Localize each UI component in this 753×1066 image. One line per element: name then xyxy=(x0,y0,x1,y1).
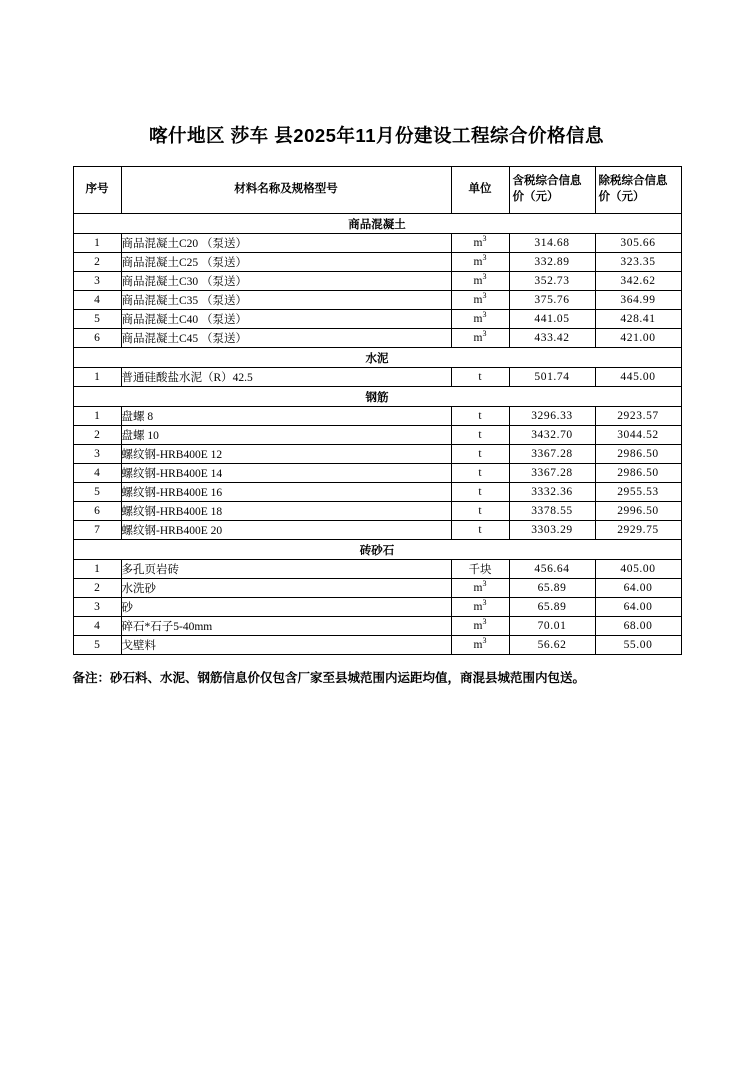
group-header-row xyxy=(73,540,681,560)
cell-seq: 2 xyxy=(73,579,121,598)
cell-material-name: 水洗砂 xyxy=(121,579,451,598)
cell-unit: $m^3$ xyxy=(451,272,509,291)
cell-seq: 6 xyxy=(73,329,121,348)
table-row xyxy=(73,464,681,483)
cell-price-with-tax: 441.05 xyxy=(509,310,595,329)
group-header-row xyxy=(73,348,681,368)
table-row xyxy=(73,291,681,310)
cell-material-name: 商品混凝土C40 （泵送） xyxy=(121,310,451,329)
cell-price-with-tax: 352.73 xyxy=(509,272,595,291)
cell-price-with-tax: 3332.36 xyxy=(509,483,595,502)
table-row xyxy=(73,426,681,445)
cell-price-without-tax: 405.00 xyxy=(595,560,681,579)
cell-unit: 千块 xyxy=(451,560,509,579)
cell-material-name: 商品混凝土C25 （泵送） xyxy=(121,253,451,272)
table-row xyxy=(73,445,681,464)
cell-price-without-tax: 421.00 xyxy=(595,329,681,348)
cell-material-name: 螺纹钢-HRB400E 20 xyxy=(121,521,451,540)
cell-material-name: 商品混凝土C45 （泵送） xyxy=(121,329,451,348)
cell-price-without-tax: 68.00 xyxy=(595,617,681,636)
cell-seq: 1 xyxy=(73,234,121,253)
price-table xyxy=(73,166,682,655)
cell-material-name: 商品混凝土C30 （泵送） xyxy=(121,272,451,291)
table-row xyxy=(73,598,681,617)
cell-price-without-tax: 64.00 xyxy=(595,598,681,617)
cell-price-without-tax: 2986.50 xyxy=(595,445,681,464)
cell-price-without-tax: 305.66 xyxy=(595,234,681,253)
cell-price-with-tax: 3367.28 xyxy=(509,464,595,483)
group-header-row xyxy=(73,387,681,407)
cell-seq: 1 xyxy=(73,560,121,579)
cell-price-with-tax: 456.64 xyxy=(509,560,595,579)
cell-material-name: 商品混凝土C20 （泵送） xyxy=(121,234,451,253)
cell-unit: t xyxy=(451,445,509,464)
cell-price-without-tax: 445.00 xyxy=(595,368,681,387)
table-row xyxy=(73,483,681,502)
cell-unit: $m^3$ xyxy=(451,253,509,272)
cell-unit: $m^3$ xyxy=(451,579,509,598)
cell-unit: t xyxy=(451,502,509,521)
cell-seq: 4 xyxy=(73,464,121,483)
page-title: 喀什地区 莎车 县2025年11月份建设工程综合价格信息 xyxy=(149,125,604,146)
cell-seq: 4 xyxy=(73,291,121,310)
table-row xyxy=(73,521,681,540)
cell-seq: 5 xyxy=(73,636,121,655)
col-header-price-without-tax: 除税综合信息价（元） xyxy=(595,167,681,214)
cell-material-name: 螺纹钢-HRB400E 12 xyxy=(121,445,451,464)
cell-material-name: 碎石*石子5-40mm xyxy=(121,617,451,636)
cell-material-name: 多孔页岩砖 xyxy=(121,560,451,579)
cell-material-name: 螺纹钢-HRB400E 18 xyxy=(121,502,451,521)
cell-unit: t xyxy=(451,521,509,540)
cell-price-without-tax: 64.00 xyxy=(595,579,681,598)
table-row xyxy=(73,579,681,598)
table-header-row xyxy=(73,167,681,214)
cell-price-without-tax: 428.41 xyxy=(595,310,681,329)
cell-seq: 1 xyxy=(73,368,121,387)
group-label: 商品混凝土 xyxy=(73,214,681,234)
group-label: 水泥 xyxy=(73,348,681,368)
cell-price-with-tax: 70.01 xyxy=(509,617,595,636)
cell-price-with-tax: 501.74 xyxy=(509,368,595,387)
cell-price-with-tax: 3432.70 xyxy=(509,426,595,445)
cell-price-without-tax: 2986.50 xyxy=(595,464,681,483)
cell-price-without-tax: 323.35 xyxy=(595,253,681,272)
cell-material-name: 螺纹钢-HRB400E 14 xyxy=(121,464,451,483)
cell-price-without-tax: 3044.52 xyxy=(595,426,681,445)
cell-material-name: 商品混凝土C35 （泵送） xyxy=(121,291,451,310)
cell-price-with-tax: 3367.28 xyxy=(509,445,595,464)
cell-price-with-tax: 65.89 xyxy=(509,598,595,617)
cell-seq: 4 xyxy=(73,617,121,636)
cell-unit: $m^3$ xyxy=(451,291,509,310)
cell-price-with-tax: 56.62 xyxy=(509,636,595,655)
cell-unit: t xyxy=(451,426,509,445)
table-note: 备注：砂石料、水泥、钢筋信息价仅包含厂家至县城范围内运距均值，商混县城范围内包送。 xyxy=(72,671,586,685)
cell-price-with-tax: 3303.29 xyxy=(509,521,595,540)
table-row xyxy=(73,636,681,655)
cell-seq: 5 xyxy=(73,310,121,329)
table-row xyxy=(73,407,681,426)
cell-unit: $m^3$ xyxy=(451,636,509,655)
cell-unit: $m^3$ xyxy=(451,310,509,329)
table-row xyxy=(73,234,681,253)
cell-price-without-tax: 2996.50 xyxy=(595,502,681,521)
group-label: 钢筋 xyxy=(73,387,681,407)
cell-price-with-tax: 314.68 xyxy=(509,234,595,253)
cell-price-with-tax: 3296.33 xyxy=(509,407,595,426)
cell-price-with-tax: 375.76 xyxy=(509,291,595,310)
group-label: 砖砂石 xyxy=(73,540,681,560)
price-table-wrapper xyxy=(73,166,681,655)
table-row xyxy=(73,502,681,521)
col-header-unit: 单位 xyxy=(451,167,509,214)
cell-seq: 1 xyxy=(73,407,121,426)
cell-seq: 3 xyxy=(73,598,121,617)
cell-material-name: 戈壁料 xyxy=(121,636,451,655)
table-row xyxy=(73,329,681,348)
cell-price-with-tax: 332.89 xyxy=(509,253,595,272)
cell-price-without-tax: 2955.53 xyxy=(595,483,681,502)
col-header-seq: 序号 xyxy=(73,167,121,214)
col-header-price-with-tax: 含税综合信息价（元） xyxy=(509,167,595,214)
cell-unit: $m^3$ xyxy=(451,598,509,617)
cell-seq: 7 xyxy=(73,521,121,540)
table-row xyxy=(73,310,681,329)
table-row xyxy=(73,617,681,636)
group-header-row xyxy=(73,214,681,234)
cell-price-without-tax: 342.62 xyxy=(595,272,681,291)
cell-seq: 6 xyxy=(73,502,121,521)
cell-price-with-tax: 3378.55 xyxy=(509,502,595,521)
table-row xyxy=(73,368,681,387)
cell-price-without-tax: 364.99 xyxy=(595,291,681,310)
cell-seq: 3 xyxy=(73,445,121,464)
cell-seq: 5 xyxy=(73,483,121,502)
cell-unit: $m^3$ xyxy=(451,329,509,348)
cell-price-with-tax: 65.89 xyxy=(509,579,595,598)
cell-material-name: 螺纹钢-HRB400E 16 xyxy=(121,483,451,502)
table-row xyxy=(73,560,681,579)
cell-seq: 3 xyxy=(73,272,121,291)
table-body xyxy=(73,214,681,655)
cell-seq: 2 xyxy=(73,426,121,445)
cell-unit: $m^3$ xyxy=(451,234,509,253)
cell-material-name: 盘螺 10 xyxy=(121,426,451,445)
table-row xyxy=(73,253,681,272)
cell-unit: t xyxy=(451,464,509,483)
cell-price-without-tax: 55.00 xyxy=(595,636,681,655)
cell-price-without-tax: 2923.57 xyxy=(595,407,681,426)
table-header xyxy=(73,167,681,214)
cell-seq: 2 xyxy=(73,253,121,272)
cell-unit: t xyxy=(451,368,509,387)
table-row xyxy=(73,272,681,291)
cell-material-name: 砂 xyxy=(121,598,451,617)
cell-material-name: 普通硅酸盐水泥（R）42.5 xyxy=(121,368,451,387)
col-header-name: 材料名称及规格型号 xyxy=(121,167,451,214)
cell-unit: $m^3$ xyxy=(451,617,509,636)
cell-price-without-tax: 2929.75 xyxy=(595,521,681,540)
cell-unit: t xyxy=(451,483,509,502)
cell-unit: t xyxy=(451,407,509,426)
cell-price-with-tax: 433.42 xyxy=(509,329,595,348)
cell-material-name: 盘螺 8 xyxy=(121,407,451,426)
